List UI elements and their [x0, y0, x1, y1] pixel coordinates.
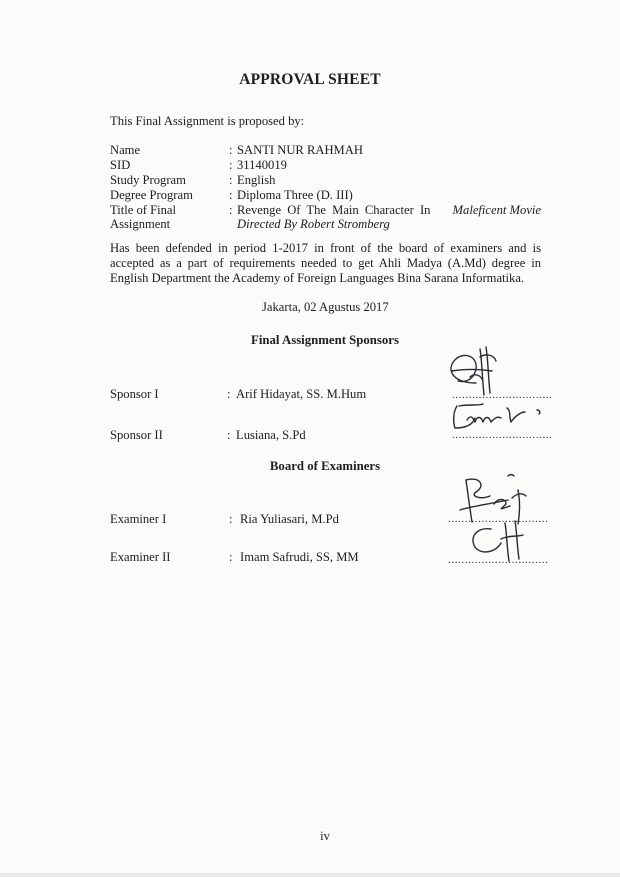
title-value-line2: [237, 217, 390, 231]
sponsor-role: Sponsor II: [110, 428, 163, 442]
signature-line: ..............................: [448, 513, 549, 525]
sponsor-role: Sponsor I: [110, 387, 159, 401]
examiner-colon: :: [229, 512, 233, 526]
field-label: Degree Program: [110, 188, 193, 202]
place-date: Jakarta, 02 Agustus 2017: [262, 300, 389, 314]
page-title: APPROVAL SHEET: [239, 71, 381, 88]
examiner-name: Ria Yuliasari, M.Pd: [240, 512, 339, 526]
examiners-heading: Board of Examiners: [269, 459, 381, 473]
examiner-name: Imam Safrudi, SS, MM: [240, 550, 359, 564]
title-value-plain: Revenge Of The Main Character In: [237, 203, 437, 217]
title-value-line1: [237, 203, 541, 217]
title-value-italic: Maleficent Movie: [452, 203, 541, 217]
signature-line: ..............................: [452, 429, 553, 441]
field-colon: :: [229, 158, 233, 172]
title-value-italic-continued: Directed By Robert Stromberg: [237, 217, 390, 231]
examiner-role: Examiner I: [110, 512, 167, 526]
page-number: iv: [320, 829, 330, 843]
field-value: SANTI NUR RAHMAH: [237, 143, 363, 157]
sponsor-name: Arif Hidayat, SS. M.Hum: [236, 387, 367, 401]
field-colon: :: [229, 203, 233, 217]
field-label: Study Program: [110, 173, 186, 187]
field-label: SID: [110, 158, 131, 172]
signature-line: ..............................: [448, 554, 549, 566]
sponsor-name: Lusiana, S.Pd: [236, 428, 306, 442]
field-label: Name: [110, 143, 141, 157]
field-colon: :: [229, 188, 233, 202]
intro-text: This Final Assignment is proposed by:: [110, 114, 305, 128]
field-value: 31140019: [237, 158, 287, 172]
signature-line: ..............................: [452, 389, 553, 401]
sponsor-2-signature: [445, 398, 555, 434]
sponsor-colon: :: [227, 428, 231, 442]
field-colon: :: [229, 173, 233, 187]
field-label-continued: Assignment: [110, 217, 171, 231]
examiner-2-signature: [455, 515, 545, 565]
field-label: Title of Final: [110, 203, 177, 217]
examiner-colon: :: [229, 550, 233, 564]
sponsors-heading: Final Assignment Sponsors: [251, 333, 399, 347]
field-value: Diploma Three (D. III): [237, 188, 353, 202]
scan-edge: [0, 873, 620, 877]
defense-statement: Has been defended in period 1-2017 in front of the board of examiners and is accepted as a part of requirements needed to get Ahli Madya (A.Md) degree in English Department the Academy of Foreign Languages Bina Sarana Informatika.: [110, 241, 541, 286]
sponsor-1-signature: [440, 343, 540, 403]
field-colon: :: [229, 143, 233, 157]
examiner-role: Examiner II: [110, 550, 171, 564]
field-value: English: [237, 173, 276, 187]
sponsor-colon: :: [227, 387, 231, 401]
